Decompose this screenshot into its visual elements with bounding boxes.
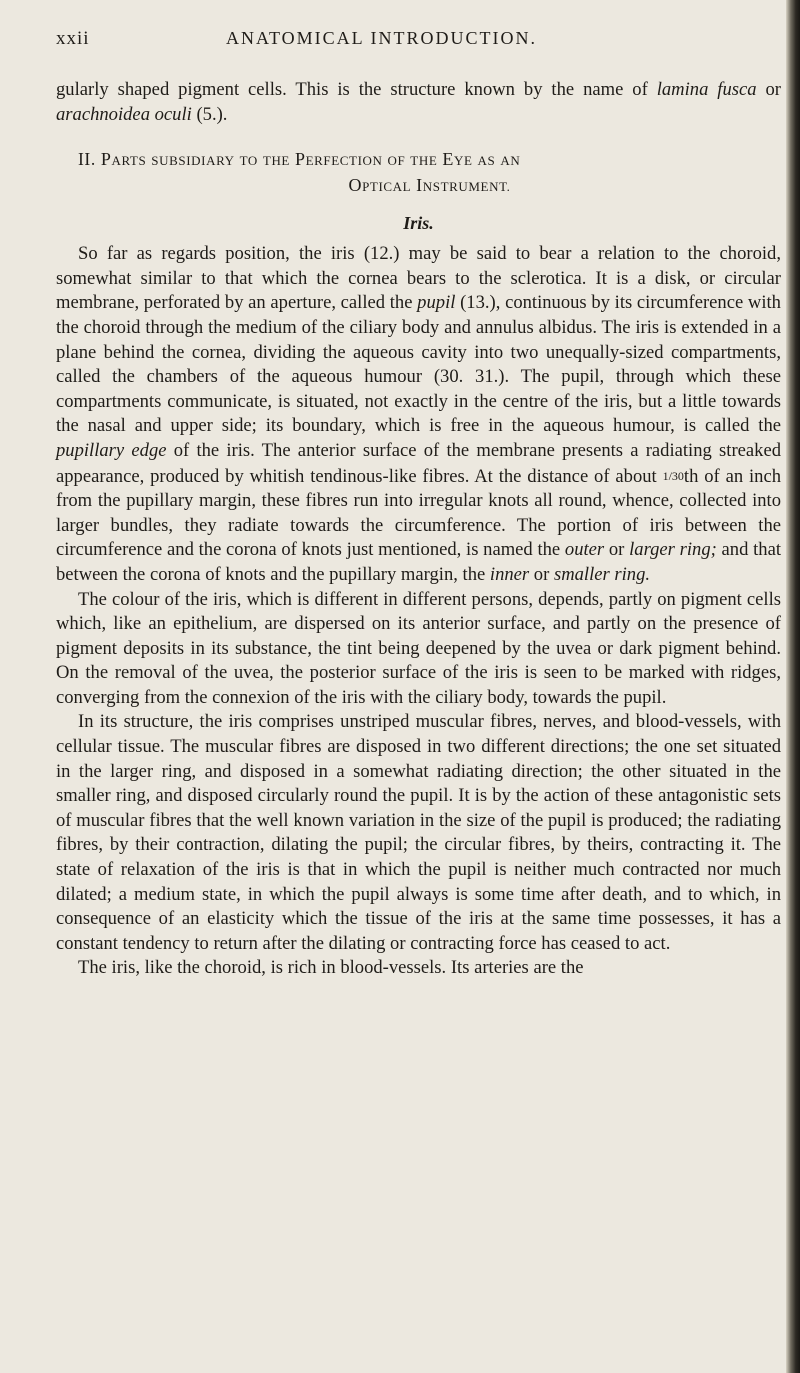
term-pupil: pupil bbox=[417, 292, 456, 314]
fraction-suffix: th bbox=[683, 465, 699, 487]
section-heading bbox=[56, 147, 781, 199]
term-lamina-fusca: lamina fusca bbox=[656, 79, 757, 100]
p1-or-1: or bbox=[604, 539, 630, 561]
p1-text-2: (13.), continuous by its circumference with the choroid through the medium of the ciliary body and annulus albidus. The iris is extended in a plane behind the cornea, dividing the aqueous cavity into two unequally-sized compartments, called the chambers of the aqueous humour (30. 31.). The pupil, through which these compartments communicate, is situated, not exactly in the centre of the iris, but a little towards the nasal and upper side; its boundary, which is free in the aqueous humour, is called the bbox=[56, 292, 781, 437]
p1-text-5: and that between the corona of knots and the pupillary margin, the bbox=[56, 539, 782, 585]
page-header bbox=[56, 28, 781, 58]
term-arachnoidea-oculi: arachnoidea oculi bbox=[56, 103, 192, 125]
fraction-one-thirtieth: 1/30 bbox=[662, 468, 684, 483]
paragraph-iris-vessels: The iris, like the choroid, is rich in blood-vessels. Its arteries are the bbox=[78, 957, 584, 979]
opening-paragraph bbox=[56, 78, 781, 127]
paragraph-iris-structure: In its structure, the iris comprises unstriped muscular fibres, nerves, and blood-vessels, with cellular tissue. The muscular fibres are disposed in two different directions; the one set situated in the larger ring, and disposed in a somewhat radiating direction; the other situated in the smaller ring, and disposed circularly round the pupil. It is by the action of these antagonistic sets of muscular fibres that the well known variation in the size of the pupil is produced; the radiating fibres, by their contraction, dilating the pupil; the circular fibres, by theirs, contracting it. The state of relaxation of the iris is that in which the pupil is neither much contracted nor much dilated; a medium state, in which the pupil always is some time after death, and to which, in consequence of an elasticity which the tissue of the iris at the same time possesses, it has a constant tendency to return after the dilating or contracting force has ceased to act. bbox=[56, 711, 781, 954]
term-larger-ring: larger ring; bbox=[629, 539, 717, 561]
book-page bbox=[56, 28, 781, 981]
opening-text-3: (5.). bbox=[191, 103, 228, 125]
paragraph-iris-colour: The colour of the iris, which is different in different persons, depends, partly on pigment cells which, like an epithelium, are dispersed on its anterior surface, and partly on the presence of pigment deposits in its substance, the tint being deepened by the uvea or dark pigment behind. On the removal of the uvea, the posterior surface of the iris is seen to be marked with ridges, converging from the connexion of the iris with the ciliary body, towards the pupil. bbox=[56, 588, 781, 708]
section-numeral: II. bbox=[78, 149, 96, 170]
term-pupillary-edge: pupillary edge bbox=[56, 439, 167, 461]
page-edge-shadow bbox=[786, 0, 800, 1373]
paragraph-iris-position bbox=[56, 242, 781, 587]
p1-text-4: of an inch from the pupillary margin, these fibres run into irregular knots all round, whence, collected into larger bundles, they radiate towards the circumference. The portion of iris between the circumference and the corona of knots just mentioned, is named the bbox=[56, 465, 781, 561]
p1-text-3: of the iris. The anterior surface of the membrane presents a radiating streaked appearance, produced by whitish tendinous-like fibres. At the distance of about bbox=[56, 439, 781, 487]
p1-or-2: or bbox=[529, 563, 554, 585]
page-number: xxii bbox=[56, 28, 90, 49]
term-smaller-ring: smaller ring. bbox=[553, 563, 651, 585]
opening-text-2: or bbox=[756, 79, 781, 100]
term-inner: inner bbox=[489, 563, 530, 585]
section-title-line-2: OPTICAL INSTRUMENT. bbox=[348, 175, 511, 196]
subheading-iris: Iris. bbox=[403, 213, 434, 234]
section-title-line-1: PARTS SUBSIDIARY TO THE PERFECTION OF THE EYE AS AN bbox=[100, 149, 521, 170]
term-outer: outer bbox=[564, 539, 605, 561]
p1-text-1: So far as regards position, the iris (12.) may be said to bear a relation to the choroid, somewhat similar to that which the cornea bears to the sclerotica. It is a disk, or circular membrane, perforated by an aperture, called the bbox=[56, 243, 781, 314]
running-head: ANATOMICAL INTRODUCTION. bbox=[226, 28, 537, 48]
opening-text-1: gularly shaped pigment cells. This is the structure known by the name of bbox=[56, 79, 657, 100]
